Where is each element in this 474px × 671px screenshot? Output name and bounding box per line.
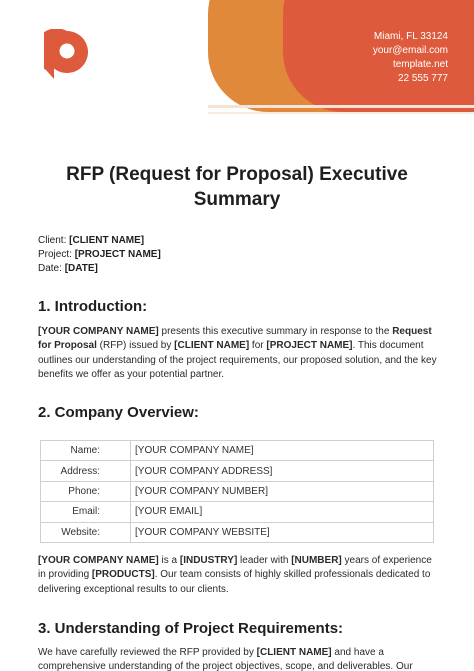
intro-text-4: . This document outlines our understanding of the project requirements, our proposed solution, and the key benefits we offer as your potential partner. xyxy=(38,340,437,381)
intro-company-name: [YOUR COMPANY NAME] xyxy=(38,326,159,337)
header-banner xyxy=(0,0,474,130)
requirements-text-2: and have a comprehensive understanding of the project objectives, scope, and deliverables. Our xyxy=(38,647,413,671)
contact-address: Miami, FL 33124 xyxy=(373,31,448,42)
table-cell-value: [YOUR COMPANY ADDRESS] xyxy=(131,461,434,481)
meta-client-value: [CLIENT NAME] xyxy=(69,235,145,246)
overview-industry: [INDUSTRY] xyxy=(179,555,238,566)
title-line-2: Summary xyxy=(193,189,281,210)
table-cell-value: [YOUR COMPANY NAME] xyxy=(131,441,434,461)
header-divider-line xyxy=(208,105,474,108)
section-heading-company-overview: 2. Company Overview: xyxy=(38,404,199,421)
contact-email: your@email.com xyxy=(372,45,448,56)
overview-products: [PRODUCTS] xyxy=(91,569,155,581)
requirements-client-name: [CLIENT NAME] xyxy=(256,647,332,658)
intro-client-name: [CLIENT NAME] xyxy=(174,340,250,352)
table-cell-value: [YOUR EMAIL] xyxy=(131,502,434,522)
meta-client xyxy=(38,234,161,248)
meta-project-label: Project: xyxy=(38,249,72,260)
table-row xyxy=(41,461,434,481)
overview-text-1: is a xyxy=(158,555,180,566)
table-row xyxy=(41,441,434,461)
table-cell-label: Phone: xyxy=(41,481,131,501)
intro-text-3: for xyxy=(249,340,267,352)
company-logo-icon xyxy=(44,29,90,81)
section-heading-project-requirements: 3. Understanding of Project Requirements: xyxy=(38,620,344,637)
requirements-text-1: We have carefully reviewed the RFP provided by xyxy=(38,647,257,658)
intro-rfp: Request for Proposal xyxy=(38,326,432,352)
meta-client-label: Client: xyxy=(38,235,67,246)
project-requirements-paragraph xyxy=(38,646,438,671)
table-cell-label: Address: xyxy=(41,461,131,481)
table-cell-value: [YOUR COMPANY WEBSITE] xyxy=(131,522,434,542)
introduction-paragraph xyxy=(38,325,438,383)
table-row xyxy=(41,502,434,522)
overview-company-name: [YOUR COMPANY NAME] xyxy=(38,555,159,566)
document-title xyxy=(0,162,474,212)
overview-text-4: . Our team consists of highly skilled professionals dedicated to delivering exceptional results to our clients. xyxy=(38,569,431,595)
title-line-1: RFP (Request for Proposal) Executive xyxy=(66,164,408,185)
intro-text-2: (RFP) issued by xyxy=(96,340,175,352)
meta-project-value: [PROJECT NAME] xyxy=(74,249,161,260)
company-overview-paragraph xyxy=(38,554,438,597)
overview-number: [NUMBER] xyxy=(291,555,342,566)
intro-project-name: [PROJECT NAME] xyxy=(266,340,353,352)
table-row xyxy=(41,522,434,542)
overview-text-3: years of experience in providing xyxy=(38,555,432,581)
contact-block xyxy=(373,30,448,86)
table-cell-label: Website: xyxy=(41,522,131,542)
company-info-table xyxy=(40,440,434,543)
contact-phone: 22 555 777 xyxy=(397,73,448,84)
table-row xyxy=(41,481,434,501)
table-cell-label: Name: xyxy=(41,441,131,461)
intro-text-1: presents this executive summary in response to the xyxy=(158,326,393,337)
meta-date-label: Date: xyxy=(38,263,62,274)
overview-text-2: leader with xyxy=(237,555,292,566)
section-heading-introduction: 1. Introduction: xyxy=(38,298,148,315)
meta-date-value: [DATE] xyxy=(64,263,98,274)
contact-website: template.net xyxy=(392,59,448,70)
document-meta xyxy=(38,234,161,276)
meta-date xyxy=(38,262,161,276)
table-cell-value: [YOUR COMPANY NUMBER] xyxy=(131,481,434,501)
table-cell-label: Email: xyxy=(41,502,131,522)
meta-project xyxy=(38,248,161,262)
header-divider-line-thin xyxy=(208,112,474,114)
